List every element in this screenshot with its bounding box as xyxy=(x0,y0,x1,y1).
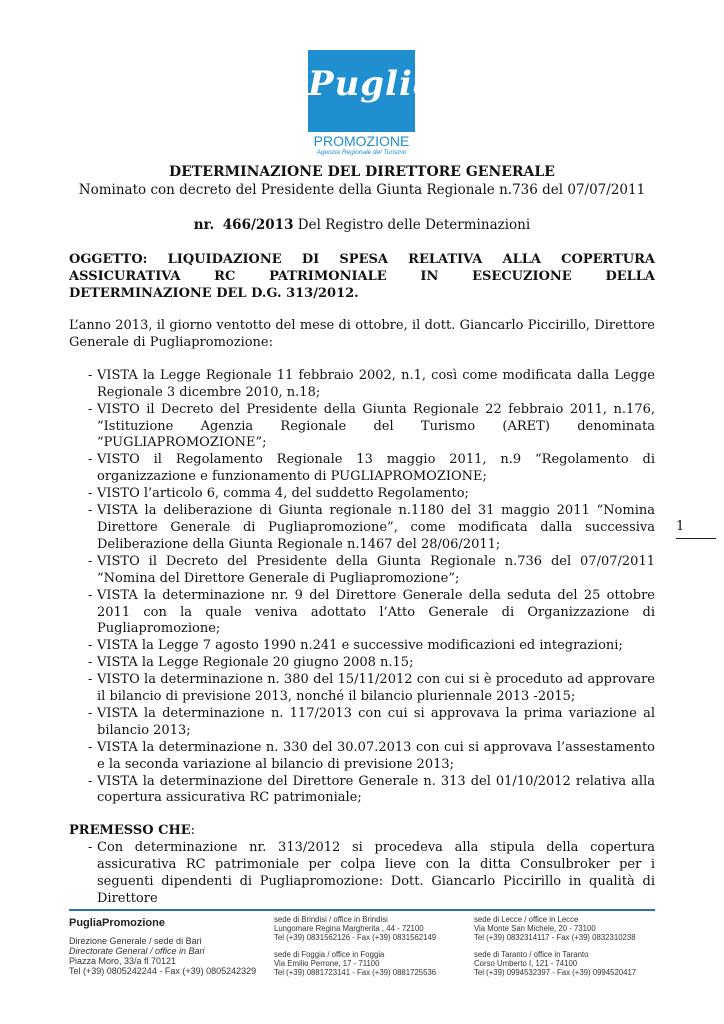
logo-wordmark: Puglia xyxy=(308,64,436,104)
register-prefix: nr. xyxy=(193,217,215,233)
document-subtitle: Nominato con decreto del Presidente della Giunta Regionale n.736 del 07/07/2011 xyxy=(78,182,646,198)
list-item: - VISTA la determinazione n. 117/2013 con cui si approvava la prima variazione al bilancio 2013; xyxy=(88,705,655,738)
register-suffix: Del Registro delle Determinazioni xyxy=(297,217,531,233)
list-item: - VISTA la determinazione nr. 9 del Direttore Generale della seduta del 25 ottobre 2011 con la quale veniva adottato l’Atto Generale di Organizzazione di Pugliapromozione; xyxy=(88,587,655,637)
list-item: - VISTA la deliberazione di Giunta regionale n.1180 del 31 maggio 2011 “Nomina Direttore Generale di Pugliapromozione”, come modificata dalla successiva Deliberazione della Giunta Regionale n.1467 del 28/06/2011; xyxy=(88,503,655,552)
logo-subtitle: Agenzia Regionale del Turismo xyxy=(316,149,407,156)
page-number: 1 xyxy=(676,519,716,539)
list-item: - VISTO il Decreto del Presidente della Giunta Regionale n.736 del 07/07/2011 “Nomina del Direttore Generale di Pugliapromozione”; xyxy=(88,553,655,586)
footer-brand: PugliaPromozione xyxy=(69,917,165,929)
visto-list xyxy=(69,368,655,808)
list-item: - VISTA la determinazione n. 330 del 30.07.2013 con cui si approvava l’assestamento e la seconda variazione al bilancio di previsione 2013; xyxy=(88,739,655,772)
document-title: DETERMINAZIONE DEL DIRETTORE GENERALE xyxy=(169,164,555,180)
list-item: - VISTO la determinazione n. 380 del 15/11/2012 con cui si è proceduto ad approvare il bilancio di previsione 2013, nonché il bilancio pluriennale 2013 -2015; xyxy=(88,672,655,705)
premesso-list xyxy=(69,840,655,908)
list-item: - VISTA la Legge 7 agosto 1990 n.241 e successive modificazioni ed integrazioni; xyxy=(88,638,623,654)
footer-taranto: sede di Taranto / office in Taranto Corso Umberto I, 121 - 74100 Tel (+39) 0994532397 - Fax (+39) 0994520417 xyxy=(474,950,637,978)
footer-brindisi: sede di Brindisi / office in Brindisi Lungomare Regina Margherita , 44 - 72100 Tel (+39) 0831562126 - Fax (+39) 0831562149 xyxy=(274,915,437,943)
intro-paragraph: L’anno 2013, il giorno ventotto del mese di ottobre, il dott. Giancarlo Piccirillo, Direttore Generale di Pugliapromozione: xyxy=(69,318,655,350)
list-item: - VISTA la determinazione del Direttore Generale n. 313 del 01/10/2012 relativa alla copertura assicurativa RC patrimoniale; xyxy=(88,773,655,806)
list-item: - Con determinazione nr. 313/2012 si procedeva alla stipula della copertura assicurativa RC patrimoniale per colpa lieve con la ditta Consulbroker per i seguenti dipendenti di Pugliapromozione: Dott. Giancarlo Piccirillo in qualità di Direttore xyxy=(88,840,655,906)
list-item: - VISTO il Regolamento Regionale 13 maggio 2011, n.9 “Regolamento di organizzazione e funzionamento di PUGLIAPROMOZIONE; xyxy=(88,452,655,485)
document-body xyxy=(69,163,655,908)
footer xyxy=(69,909,655,981)
footer-foggia: sede di Foggia / office in Foggia Via Emilio Perrone, 17 - 71100 Tel (+39) 0881723141 - Fax (+39) 0881725536 xyxy=(274,950,437,978)
footer-lecce: sede di Lecce / office in Lecce Via Monte San Michele, 20 - 73100 Tel (+39) 0832314117 - Fax (+39) 0832310238 xyxy=(474,915,636,943)
premesso-heading: PREMESSO CHE: xyxy=(69,823,196,839)
subject: OGGETTO: LIQUIDAZIONE DI SPESA RELATIVA ALLA COPERTURA ASSICURATIVA RC PATRIMONIALE IN ESECUZIONE DELLA DETERMINAZIONE DEL D.G. 313/2012. xyxy=(69,252,655,301)
register-line xyxy=(69,216,655,234)
footer-bari: Direzione Generale / sede di Bari Directorate General / office in Bari Piazza Moro, 33/a fl 70121 Tel (+39) 0805242244 - Fax (+39) 0805242329 xyxy=(69,936,257,976)
logo-name: PROMOZIONE xyxy=(313,133,410,149)
list-item: - VISTA la Legge Regionale 11 febbraio 2002, n.1, così come modificata dalla Legge Regionale 3 dicembre 2010, n.18; xyxy=(88,367,655,400)
logo xyxy=(308,50,436,132)
register-number: 466/2013 xyxy=(222,217,294,233)
list-item: - VISTO il Decreto del Presidente della Giunta Regionale 22 febbraio 2011, n.176, “Istituzione Agenzia Regionale del Turismo (ARET) denominata “PUGLIAPROMOZIONE”; xyxy=(88,401,655,451)
list-item: - VISTA la Legge Regionale 20 giugno 2008 n.15; xyxy=(88,655,414,671)
list-item: - VISTO l’articolo 6, comma 4, del suddetto Regolamento; xyxy=(88,486,469,502)
